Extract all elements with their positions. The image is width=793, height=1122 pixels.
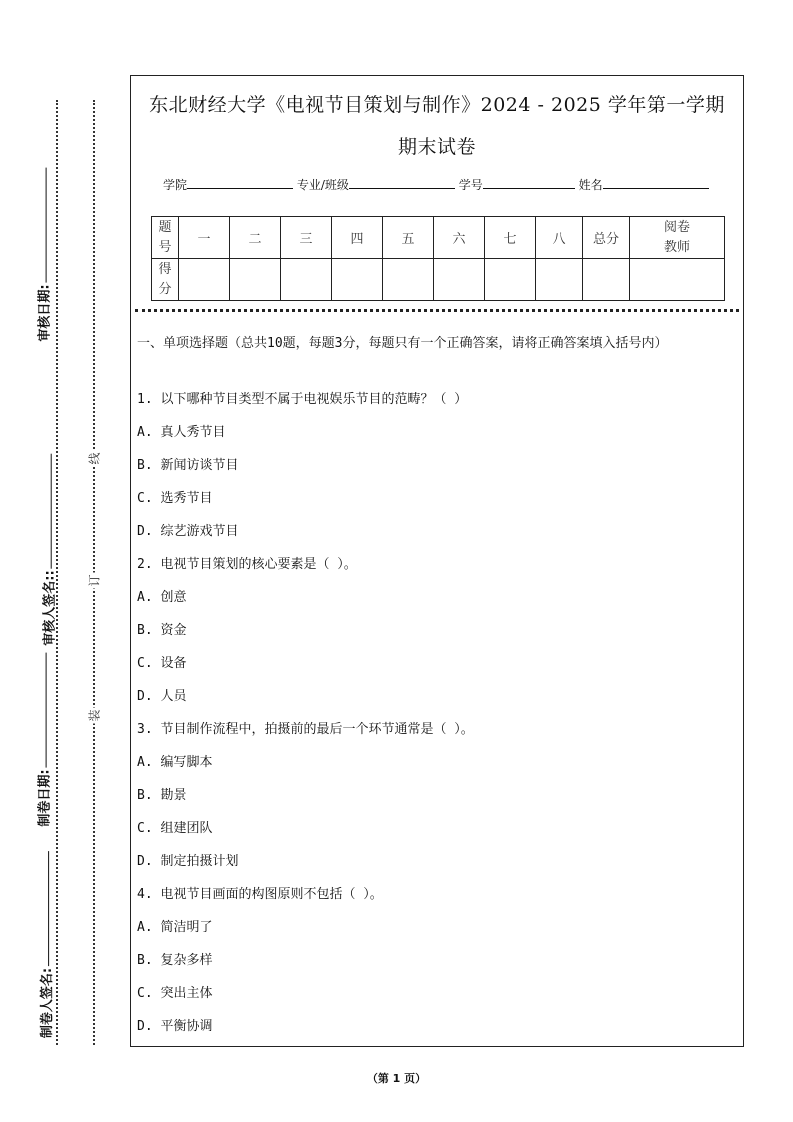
option: D. 综艺游戏节目 — [137, 524, 239, 539]
option: D. 人员 — [137, 689, 187, 704]
option: C. 突出主体 — [137, 986, 213, 1001]
exam-subtitle: 期末试卷 — [397, 136, 476, 158]
col-8: 八 — [536, 217, 583, 259]
question-stem: 1. 以下哪种节目类型不属于电视娱乐节目的范畴？（ ） — [137, 392, 468, 407]
binding-char-bind: 订 — [87, 574, 102, 587]
option: D. 制定拍摄计划 — [137, 854, 239, 869]
major-class-label: 专业/班级 — [296, 178, 349, 192]
score-cell[interactable] — [434, 259, 485, 301]
reviewer-cell[interactable] — [630, 259, 725, 301]
score-cell[interactable] — [383, 259, 434, 301]
col-4: 四 — [332, 217, 383, 259]
dotted-separator — [135, 309, 739, 312]
option: A. 编写脚本 — [137, 755, 213, 770]
score-cell[interactable] — [536, 259, 583, 301]
score-cell[interactable] — [179, 259, 230, 301]
col-3: 三 — [281, 217, 332, 259]
score-row-header: 得 分 — [152, 259, 179, 301]
option: D. 平衡协调 — [137, 1019, 213, 1034]
col-5: 五 — [383, 217, 434, 259]
reviewer-signature-label: 审核人签名:: — [39, 453, 58, 645]
student-info-row — [163, 176, 709, 193]
section-heading: 一、单项选择题（总共10题，每题3分，每题只有一个正确答案，请将正确答案填入括号内） — [137, 336, 668, 351]
paper-maker-signature-label: 制卷人签名: — [36, 851, 55, 1038]
option: A. 创意 — [137, 590, 187, 605]
review-date-label: 审核日期: — [34, 167, 53, 341]
name-label: 姓名 — [578, 178, 603, 192]
option: A. 真人秀节目 — [137, 425, 226, 440]
student-id-label: 学号 — [458, 178, 483, 192]
option: B. 资金 — [137, 623, 187, 638]
exam-frame — [130, 75, 744, 1047]
page-number: （第 1 页） — [366, 1072, 427, 1085]
option: C. 组建团队 — [137, 821, 213, 836]
question-stem: 3. 节目制作流程中，拍摄前的最后一个环节通常是（ ）。 — [137, 722, 474, 737]
college-field[interactable] — [187, 176, 293, 189]
option: B. 新闻访谈节目 — [137, 458, 239, 473]
name-field[interactable] — [603, 176, 709, 189]
col-7: 七 — [485, 217, 536, 259]
option: B. 复杂多样 — [137, 953, 213, 968]
exam-title: 东北财经大学《电视节目策划与制作》2024 - 2025 学年第一学期 — [149, 94, 725, 116]
col-total: 总分 — [583, 217, 630, 259]
question-stem: 2. 电视节目策划的核心要素是（ ）。 — [137, 557, 357, 572]
question-number-header: 题 号 — [152, 217, 179, 259]
option: A. 简洁明了 — [137, 920, 213, 935]
college-label: 学院 — [163, 178, 188, 192]
question-stem: 4. 电视节目画面的构图原则不包括（ ）。 — [137, 887, 383, 902]
major-class-field[interactable] — [349, 176, 455, 189]
option: B. 勘景 — [137, 788, 187, 803]
score-cell-total[interactable] — [583, 259, 630, 301]
binding-char-install: 装 — [87, 709, 102, 722]
score-cell[interactable] — [281, 259, 332, 301]
binding-char-line: 线 — [87, 452, 102, 465]
student-id-field[interactable] — [483, 176, 575, 189]
score-cell[interactable] — [230, 259, 281, 301]
col-2: 二 — [230, 217, 281, 259]
score-table — [151, 216, 725, 301]
option: C. 选秀节目 — [137, 491, 213, 506]
col-reviewer: 阅卷 教师 — [630, 217, 725, 259]
score-cell[interactable] — [485, 259, 536, 301]
option: C. 设备 — [137, 656, 187, 671]
col-6: 六 — [434, 217, 485, 259]
col-1: 一 — [179, 217, 230, 259]
score-cell[interactable] — [332, 259, 383, 301]
paper-date-label: 制卷日期: — [34, 652, 53, 826]
